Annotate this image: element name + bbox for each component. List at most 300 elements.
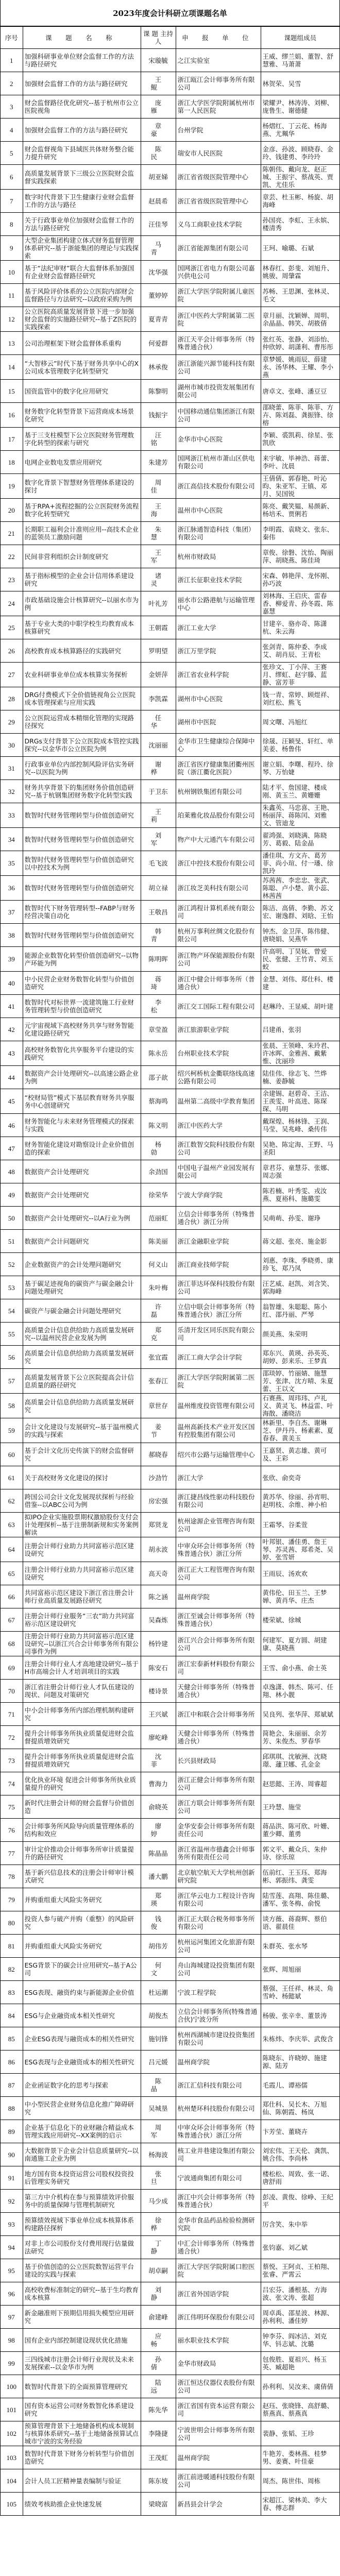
table-row (1, 355, 339, 380)
applicant-unit-cell: 浙江鸿程计算机系统有限公司 (176, 901, 261, 924)
project-leader-cell: 李凯霖 (141, 687, 176, 710)
project-leader-cell: 邵子歆 (141, 1066, 176, 1089)
team-members-cell: 刘宏伟、王天伦、龚凯、姚合伟、李尚林 (261, 2143, 339, 2166)
row-number-cell: 28 (1, 687, 23, 710)
project-leader-cell: 钱振宇 (141, 403, 176, 428)
row-number-cell: 34 (1, 828, 23, 851)
project-leader-cell: 王兴斌 (141, 1703, 176, 1726)
applicant-unit-cell: 杭州万事利丝绸文化股份有限公司 (176, 924, 261, 947)
project-leader-cell: 吴城垦 (141, 2097, 176, 2120)
applicant-unit-cell: 湖州市中医院 (176, 710, 261, 734)
applicant-unit-cell: 温州高新技术产业开发区国有控股集团有限公司 (176, 1418, 261, 1443)
row-number-cell: 7 (1, 190, 23, 213)
project-name-cell: DRG付费模式下全价值链视角公立医院成本管理探索与应用实践 (23, 687, 141, 710)
row-number-cell: 40 (1, 972, 23, 995)
team-members-cell: 卞芳莹、董晓卉 (261, 2120, 339, 2143)
team-members-cell: 宋超江、梁林美、李大春、傅志群 (261, 2493, 339, 2516)
applicant-unit-cell: 杭州楚环科技股份有限公司 (176, 2097, 261, 2120)
applicant-unit-cell: 杭州钢铁集团有限公司 (176, 780, 261, 803)
project-leader-cell: 于卫东 (141, 780, 176, 803)
row-number-cell: 8 (1, 213, 23, 236)
applicant-unit-cell: 浙江正健会计师事务所有限公司 (176, 1772, 261, 1795)
table-row (1, 2375, 339, 2398)
project-name-cell: 提升会计师事务所执业质量促进财会监督提质增效研究 (23, 1749, 141, 1772)
applicant-unit-cell: 杭州市财政局 (176, 545, 261, 568)
project-name-cell: 数智时代对标世界一流建筑施工行业财务管理转型与价值创造研究 (23, 995, 141, 1018)
table-row (1, 380, 339, 403)
applicant-unit-cell: 天健会计师事务所（特殊普通合伙） (176, 1726, 261, 1749)
project-leader-cell: 叶礼芳 (141, 591, 176, 616)
table-row (1, 2421, 339, 2446)
row-number-cell: 3 (1, 95, 23, 118)
project-leader-cell: 应畅 (141, 2329, 176, 2352)
team-members-cell: 林春红、彭斐、刘旭升、姚骏、周肇霖 (261, 261, 339, 284)
team-members-cell: 张红英、张静、刘添怡、仲欣婷、胡潇利、曹彤彤 (261, 332, 339, 355)
row-number-cell: 23 (1, 568, 23, 591)
table-row (1, 1888, 339, 1911)
team-members-cell: 章俊、徐磐、沈怡、陶丽萍、胡晓燕、陈佳琦 (261, 545, 339, 568)
applicant-unit-cell: 浙江伟明环保股份有限公司 (176, 2306, 261, 2329)
team-members-cell: 章月丽、沈颖婵、周明、余晶晶、韩笑、胡筱倩 (261, 307, 339, 332)
table-row (1, 1703, 339, 1726)
project-leader-cell: 房宏强 (141, 1489, 176, 1513)
table-row (1, 428, 339, 451)
project-name-cell: 大数据背景下企业会计信息质量研究--以南通施工企业为例 (23, 2143, 141, 2166)
table-row (1, 591, 339, 616)
project-leader-cell: 陆远 (141, 2375, 176, 2398)
row-number-cell: 93 (1, 2213, 23, 2236)
row-number-cell: 86 (1, 2050, 23, 2074)
team-members-cell: 周杰、陈世伟、周栋 (261, 2469, 339, 2493)
header-project-name: 课 题 名 称 (23, 27, 141, 49)
project-leader-cell: 任华 (141, 710, 176, 734)
project-leader-cell: 陈黎明 (141, 380, 176, 403)
project-name-cell: 共同富裕示范区建设下浙江省注册会计师行业高质量发展路径研究 (23, 1585, 141, 1608)
project-name-cell: ESG表现、融资约束与新能源企业价值 (23, 1981, 141, 2004)
project-name-cell: 优化执业环境 促进会计师事务所执业质量提升的研究 (23, 1772, 141, 1795)
table-row (1, 995, 339, 1018)
project-leader-cell: 余劲国 (141, 1160, 176, 1183)
project-table (1, 26, 339, 2516)
row-number-cell: 35 (1, 851, 23, 876)
table-row (1, 1066, 339, 1089)
project-name-cell: 数据资产会计处理研究 (23, 1183, 141, 1207)
table-row (1, 1608, 339, 1632)
team-members-cell: 郑仕科、吴长木、万旭仙、陈朝霞、杨岚 (261, 2097, 339, 2120)
project-leader-cell: 王敬昌 (141, 901, 176, 924)
row-number-cell: 42 (1, 1018, 23, 1041)
project-name-cell: 中小民营企业财务数智化转型与价值创造研究 (23, 972, 141, 995)
applicant-unit-cell: 天健会计师事务所（特殊普通合伙） (176, 1680, 261, 1703)
project-leader-cell: 章世存 (141, 1394, 176, 1418)
project-name-cell: 企业数据资产的会计处理问题研究 (23, 1253, 141, 1276)
project-name-cell: 数智时代财务管理转型与价值创造研究 (23, 803, 141, 828)
project-leader-cell: 陈晶 (141, 2074, 176, 2097)
project-leader-cell: 汪铭 (141, 428, 176, 451)
project-leader-cell: 许磊 (141, 1299, 176, 1323)
project-leader-cell: 蔡海鸣 (141, 1089, 176, 1114)
project-leader-cell: 廖婷 (141, 1819, 176, 1842)
applicant-unit-cell: 国网浙江省电力有限公司嘉兴供电公司 (176, 261, 261, 284)
row-number-cell: 101 (1, 2398, 23, 2421)
table-row (1, 876, 339, 901)
row-number-cell: 67 (1, 1608, 23, 1632)
row-number-cell: 62 (1, 1489, 23, 1513)
row-number-cell: 32 (1, 780, 23, 803)
table-row (1, 1489, 339, 1513)
table-row (1, 1041, 339, 1066)
row-number-cell: 56 (1, 1346, 23, 1369)
row-number-cell: 77 (1, 1842, 23, 1865)
table-row (1, 2352, 339, 2375)
table-row (1, 474, 339, 499)
row-number-cell: 15 (1, 380, 23, 403)
team-members-cell: 许高明、丁昊妩、曾爱民、张健、王竹青、刘玉蛟 (261, 947, 339, 972)
project-name-cell: 加强财会监督工作的方法与路径研究 (23, 118, 141, 142)
project-leader-cell: 胡亚娣 (141, 165, 176, 190)
applicant-unit-cell: 核工业井巷建设集团有限公司 (176, 2143, 261, 2166)
row-number-cell: 26 (1, 639, 23, 663)
project-name-cell: 基于价值创造的公立医院数智运营平台建设的实践与探索 (23, 2259, 141, 2282)
applicant-unit-cell: 物产中大元通汽车有限公司 (176, 828, 261, 851)
row-number-cell: 41 (1, 995, 23, 1018)
row-number-cell: 11 (1, 284, 23, 307)
table-row (1, 924, 339, 947)
table-row (1, 1299, 339, 1323)
table-row (1, 2050, 339, 2074)
applicant-unit-cell: 浙江捷昌线性驱动科技股份有限公司 (176, 1489, 261, 1513)
applicant-unit-cell: 浙江省农业科学院 (176, 663, 261, 687)
project-name-cell: 关于高校财务文化建设的探讨 (23, 1466, 141, 1489)
team-members-cell: 楼松松、周致、张一诺、唐舒雨 (261, 2166, 339, 2190)
project-name-cell: DRGs支付背景下公立医院成本管控实践探究--以金华市公立医院为例 (23, 734, 141, 757)
applicant-unit-cell: 杭州西湖城市建设投资集团有限公司 (176, 2027, 261, 2050)
project-leader-cell: 廖屹峰 (141, 1726, 176, 1749)
team-members-cell: 楼荣斌、徐城 (261, 1608, 339, 1632)
table-row (1, 213, 339, 236)
row-number-cell: 13 (1, 332, 23, 355)
row-number-cell: 2 (1, 72, 23, 95)
table-row (1, 1230, 339, 1253)
team-members-cell: 陈朝伟、戴向龙、赵正城、王振宇、蔡战英、贾凯、尤佳乐 (261, 165, 339, 190)
row-number-cell: 84 (1, 2004, 23, 2027)
row-number-cell: 1 (1, 49, 23, 72)
project-leader-cell: 林承俊 (141, 355, 176, 380)
team-members-cell: 孙国亮、李虹、王永嫔、楼清秀 (261, 213, 339, 236)
row-number-cell: 5 (1, 142, 23, 165)
project-leader-cell: 曹海力 (141, 1772, 176, 1795)
project-name-cell: 电网企业数电发票应用研究 (23, 451, 141, 474)
project-leader-cell: 胡立禄 (141, 876, 176, 901)
team-members-cell: 王倩倩、郭春艳、叶沁昀、朱亚军、王镇、邓月、吴国锐 (261, 474, 339, 499)
team-members-cell: 邱琪琪、沈敏洲、沈晓璟、蘧卫娜、孔金金 (261, 1749, 339, 1772)
team-members-cell: 宋森、韩艳萍、龙怀刚、孙巧波 (261, 568, 339, 591)
applicant-unit-cell: 浙江中和联合会计师事务所 (176, 1703, 261, 1726)
row-number-cell: 63 (1, 1513, 23, 1537)
table-row (1, 1276, 339, 1299)
table-row (1, 2143, 339, 2166)
project-name-cell: 企业ESG表现与融资成本的相关性研究 (23, 2027, 141, 2050)
project-name-cell: 基于碳足迹视角的碳资产与碳金融会计问题处理研究 (23, 1276, 141, 1299)
project-leader-cell: 赵晨希 (141, 190, 176, 213)
row-number-cell: 45 (1, 1089, 23, 1114)
team-members-cell: 厉含笑、朱中举 (261, 2213, 339, 2236)
table-row (1, 1513, 339, 1537)
team-members-cell: 孙利利、吴汝来、虞倩倩 (261, 2375, 339, 2398)
project-leader-cell: 章豪 (141, 118, 176, 142)
table-row (1, 2027, 339, 2050)
applicant-unit-cell: 杭州途源企业管理咨询有限公司 (176, 1513, 261, 1537)
table-row (1, 616, 339, 639)
applicant-unit-cell: 浙江省温州市德鑫会计师事务所有限责任公司 (176, 1842, 261, 1865)
team-members-cell: 赵琳玲、王显威、胡叶建 (261, 995, 339, 1018)
applicant-unit-cell: 浙江交工国际工程有限公司 (176, 995, 261, 1018)
applicant-unit-cell: 温州维度投资管理有限公司 (176, 1394, 261, 1418)
team-members-cell: 杨熠红、丁云花、杨海燕、尤珮华 (261, 118, 339, 142)
table-row (1, 1865, 339, 1888)
table-row (1, 522, 339, 545)
row-number-cell: 90 (1, 2143, 23, 2166)
row-number-cell: 50 (1, 1207, 23, 1230)
table-row (1, 261, 339, 284)
project-name-cell: 三四线城市注册会计师行业现状及未来发展探索--以金华市为例 (23, 2352, 141, 2375)
project-name-cell: 基于三支柱模型下公立医院财务管理数字化转型的探索与研究 (23, 428, 141, 451)
applicant-unit-cell: 浙江恒达仪器仪表股份有限公司 (176, 2375, 261, 2398)
team-members-cell: 陆才平、詹国建、楼成刚、黄玉兰、黄姗姗 (261, 780, 339, 803)
project-leader-cell: 杨勍 (141, 1137, 176, 1160)
project-name-cell: 国有企业内部控制建设现状优化措施 (23, 2329, 141, 2352)
project-name-cell: 财务智能化与未来财务管理模式的探索与实践 (23, 1114, 141, 1137)
row-number-cell: 38 (1, 924, 23, 947)
applicant-unit-cell: 浙江方联会计师事务所有限公司 (176, 1795, 261, 1819)
team-members-cell: 伍前红、王玉珏、郑海彬、郭振纬、龚雯 (261, 1865, 339, 1888)
team-members-cell: 牛艳芳、娄林燕、桂梦男、姜赛、叶佳豪 (261, 2446, 339, 2469)
project-name-cell: 公司治理框架下财会监督体系重构 (23, 332, 141, 355)
table-row (1, 2120, 339, 2143)
project-leader-cell: 朱建芳 (141, 451, 176, 474)
team-members-cell: 裴静、张韬、王珍 (261, 2421, 339, 2446)
applicant-unit-cell: 浙江兴合会计师事务所有限公司 (176, 1632, 261, 1656)
project-name-cell: 第三方中介机构在参与预算绩效评价服务中的质量保障与管理机制研究 (23, 2190, 141, 2213)
applicant-unit-cell: 中国移动通信集团浙江有限公司 (176, 403, 261, 428)
project-leader-cell: 董婷婷 (141, 284, 176, 307)
table-row (1, 284, 339, 307)
table-row (1, 1726, 339, 1749)
project-name-cell: 基于新兴信息技术的注册会计师审计模式研究 (23, 1865, 141, 1888)
table-row (1, 2306, 339, 2329)
table-row (1, 851, 339, 876)
applicant-unit-cell: 浙江旅游职业学院 (176, 1018, 261, 1041)
project-name-cell: 基于专业大类的中职学校生均教育成本核算研究 (23, 616, 141, 639)
team-members-cell: 颜美燕、朱荣明 (261, 1323, 339, 1346)
row-number-cell: 48 (1, 1160, 23, 1183)
table-row (1, 2259, 339, 2282)
project-name-cell: 注册会计师行业人才高地建设研究--基于H市高端会计人才培训项目的实践 (23, 1656, 141, 1680)
project-leader-cell: 张春江 (141, 1369, 176, 1394)
team-members-cell: 郑东兴、黄瑛、孙英英、胡婷、彭来乐、王梦真 (261, 1346, 339, 1369)
table-row (1, 1981, 339, 2004)
table-row (1, 687, 339, 710)
project-leader-cell: 沙劲竹 (141, 1466, 176, 1489)
project-name-cell: 数据资产会计问题研究 (23, 1230, 141, 1253)
project-name-cell: 高质量发展背景下三级公立医院财会监督实践探索 (23, 165, 141, 190)
project-leader-cell: 朱慧 (141, 522, 176, 545)
table-row (1, 1585, 339, 1608)
table-row (1, 639, 339, 663)
project-leader-cell: 罗明望 (141, 639, 176, 663)
table-row (1, 803, 339, 828)
project-name-cell: ESG与企业融资成本相关性研究 (23, 2004, 141, 2027)
project-leader-cell: 胡伟芳 (141, 1935, 176, 1958)
table-header-row (1, 27, 339, 49)
applicant-unit-cell: 浙江瓯江会计师事务所有限公司 (176, 72, 261, 95)
applicant-unit-cell: 舟山海城建设投资集团有限公司 (176, 1958, 261, 1981)
project-leader-cell: 陈先华 (141, 2398, 176, 2421)
team-members-cell: 余建锡、赵碧奇、王洁、王羡雯、叶高进、陈琛琛、马明 (261, 1089, 339, 1114)
project-name-cell: 注册会计师行业助力共同富裕示范区建设研究--以浙江兴合会计师事务所有限公司事件为例 (23, 1632, 141, 1656)
row-number-cell: 61 (1, 1466, 23, 1489)
row-number-cell: 12 (1, 307, 23, 332)
project-name-cell: 能源企业数智化转型价值创造研究--以物产环能为例 (23, 947, 141, 972)
team-members-cell: 梁耀尹、林涛涛、刘柳、庞鲁生、谢德健 (261, 95, 339, 118)
project-name-cell: 企业基于信息化下的业财融合精益成本管理实践应用研究--XX案例的启示 (23, 2120, 141, 2143)
project-name-cell: 预算管理背景下土地储备机构成本规制与核算体系研究--基于土地储备预算试点城市宁波的实务经验 (23, 2421, 141, 2446)
table-row (1, 901, 339, 924)
row-number-cell: 44 (1, 1066, 23, 1089)
applicant-unit-cell: 浙江中健会计师事务所（普通合伙） (176, 972, 261, 995)
team-members-cell: 蔡悦、王阿贞、王柏翔、张睿、严霄云 (261, 2259, 339, 2282)
project-leader-cell: 王莉 (141, 803, 176, 828)
project-leader-cell: 马少成 (141, 2190, 176, 2213)
table-row (1, 499, 339, 522)
project-name-cell: 财务数字化转型背景下运营商成本场景化研究 (23, 403, 141, 428)
row-number-cell: 16 (1, 403, 23, 428)
table-row (1, 1680, 339, 1703)
team-members-cell: 陈晓东、许晓婷、施建源、陆芳 (261, 2050, 339, 2074)
project-name-cell: 财务共享背景下的集团财务价值创造研究--基于杭钢集团财务数字化转型实践 (23, 780, 141, 803)
header-unit: 申 报 单 位 (176, 27, 261, 49)
project-leader-cell: 刘静 (141, 2282, 176, 2306)
project-leader-cell: 陈民 (141, 142, 176, 165)
project-leader-cell: 朱叶梅 (141, 1276, 176, 1299)
row-number-cell: 55 (1, 1323, 23, 1346)
project-leader-cell: 韩青 (141, 924, 176, 947)
project-leader-cell: 俞晓英 (141, 1795, 176, 1819)
row-number-cell: 92 (1, 2190, 23, 2213)
project-name-cell: 会计师事务所风险导向质量管理体系的结构和效应 (23, 1819, 141, 1842)
row-number-cell: 25 (1, 616, 23, 639)
project-name-cell: 基于风险评价体系的公立医院内部财会监督路径与方法研究--以政府采购为例 (23, 284, 141, 307)
table-row (1, 828, 339, 851)
project-leader-cell: 范丽虹 (141, 1207, 176, 1230)
project-name-cell: 数字时代背景下卫生健康行业财会监督工作的方法与路径 (23, 190, 141, 213)
project-leader-cell: 陈晶晶 (141, 1842, 176, 1865)
applicant-unit-cell: 绍兴柯桥杭金衢联络线高速公路有限公司 (176, 1066, 261, 1089)
project-name-cell: 国有资本运营公司财务数智化体系建设研究 (23, 2398, 141, 2421)
table-row (1, 2282, 339, 2306)
row-number-cell: 80 (1, 1911, 23, 1935)
team-members-cell: 吴良列、张华萍、郑斌斌 (261, 1703, 339, 1726)
row-number-cell: 105 (1, 2493, 23, 2516)
project-name-cell: 新时代注册会计师的财会监督与价值创造 (23, 1795, 141, 1819)
project-leader-cell: 徐桦 (141, 2213, 176, 2236)
project-name-cell: 跨国公司会计文化发展现状探析与经验借鉴--以ABC公司为例 (23, 1489, 141, 1513)
team-members-cell: 赵珏、张晓锋、高舒璐、蔡燕真、蔡燕真 (261, 2398, 339, 2421)
project-leader-cell: 李松 (141, 995, 176, 1018)
project-name-cell: 财务智能化建设对勘察设计企业价值创造的探索 (23, 1137, 141, 1160)
row-number-cell: 24 (1, 591, 23, 616)
applicant-unit-cell: 浙江菲达环保科技股份有限公司 (176, 1276, 261, 1299)
applicant-unit-cell: 浙江天平会计师事务所（特殊普通合伙） (176, 332, 261, 355)
team-members-cell: 唐卓文、张峰、潘豆豆 (261, 380, 339, 403)
table-row (1, 142, 339, 165)
table-row (1, 1137, 339, 1160)
applicant-unit-cell: 浙江宏泰新材料股份有限公司 (176, 1656, 261, 1680)
project-name-cell: 公立医院高质量发展背景下进一步加强财会监督的实施路径研究--基于Z医院的实践探索 (23, 307, 141, 332)
project-name-cell: 会计文化建设与发展研究--基于温州模式的实践与探索 (23, 1418, 141, 1443)
team-members-cell: 何建军、夏方圆、胡建康、莫晓燕 (261, 1632, 339, 1656)
project-name-cell: 基于“法纪审财”联合大监督体系加强国有企业财会监督路径研究 (23, 261, 141, 284)
team-members-cell: 戴琛煌、杨林锋、王润、马莹、吴兆峰、桑传伟 (261, 1114, 339, 1137)
project-leader-cell: 王茂虹 (141, 2446, 176, 2469)
project-leader-cell: 陈明晖 (141, 947, 176, 972)
project-name-cell: 公立医院运营成本精细化管理的实现路径探究 (23, 710, 141, 734)
project-name-cell: 高质量会计信息供给助力高质量发展研究 (23, 1394, 141, 1418)
row-number-cell: 89 (1, 2120, 23, 2143)
project-name-cell: 数据资产会计处理研究 (23, 1160, 141, 1183)
row-number-cell: 91 (1, 2166, 23, 2190)
applicant-unit-cell: 浙江中医药大学 (176, 1114, 261, 1137)
applicant-unit-cell: 国网浙江杭州市萧山区供电有限公司 (176, 451, 261, 474)
table-row (1, 2004, 339, 2027)
project-name-cell: 并购重组重大风险实务研究 (23, 1888, 141, 1911)
applicant-unit-cell: 浙江物产环保能源股份有限公司 (176, 947, 261, 972)
team-members-cell: 金慧、刘伟、郑仕科、楼建 (261, 972, 339, 995)
table-row (1, 545, 339, 568)
project-name-cell: 预算绩效视域下事业单位成本核算体系构建路径探析 (23, 2213, 141, 2236)
project-name-cell: 注册会计师行业助力共同富裕示范区建设研究 (23, 1537, 141, 1562)
table-row (1, 72, 339, 95)
project-leader-cell: 杜运潮 (141, 1981, 176, 2004)
row-number-cell: 96 (1, 2282, 23, 2306)
row-number-cell: 14 (1, 355, 23, 380)
team-members-cell: 苏畅、王思渊、张林灵、毛文 (261, 284, 339, 307)
applicant-unit-cell: 浙江中兴会计师事务所（特殊普通合伙） (176, 2190, 261, 2213)
project-name-cell: “大智移云”时代下基于财务共享中心的X公司成本管理数字化转型研究 (23, 355, 141, 380)
project-leader-cell: 高天奇 (141, 1562, 176, 1585)
project-name-cell: 审计定价推动会计师事务所审计质量提升的路径研究 (23, 1842, 141, 1865)
table-row (1, 118, 339, 142)
project-leader-cell: 金妍萍 (141, 663, 176, 687)
applicant-unit-cell: 温州商学院 (176, 1585, 261, 1608)
row-number-cell: 33 (1, 803, 23, 828)
applicant-unit-cell: 浙江大学医学院附属儿童医院 (176, 284, 261, 307)
table-row (1, 1160, 339, 1183)
project-leader-cell: 张宜霞 (141, 1346, 176, 1369)
applicant-unit-cell: 浙江省国有资本运营有限公司 (176, 2398, 261, 2421)
applicant-unit-cell: 浙江数智交院科技股份有限公司 (176, 1137, 261, 1160)
applicant-unit-cell: 浙江浙能兴源节能科技有限公司 (176, 355, 261, 380)
applicant-unit-cell: 绍兴市公路与运输管理中心 (176, 1443, 261, 1466)
table-row (1, 1842, 339, 1865)
applicant-unit-cell: 丽水市公路港航与运输管理中心 (176, 591, 261, 616)
applicant-unit-cell: 浙江省能源集团有限公司 (176, 236, 261, 261)
table-row (1, 972, 339, 995)
applicant-unit-cell: 宁波通商集团有限公司 (176, 2166, 261, 2190)
table-row (1, 49, 339, 72)
project-leader-cell: 何义山 (141, 1253, 176, 1276)
applicant-unit-cell: 浙江至诚会计师事务所（特殊普通合伙） (176, 1608, 261, 1632)
